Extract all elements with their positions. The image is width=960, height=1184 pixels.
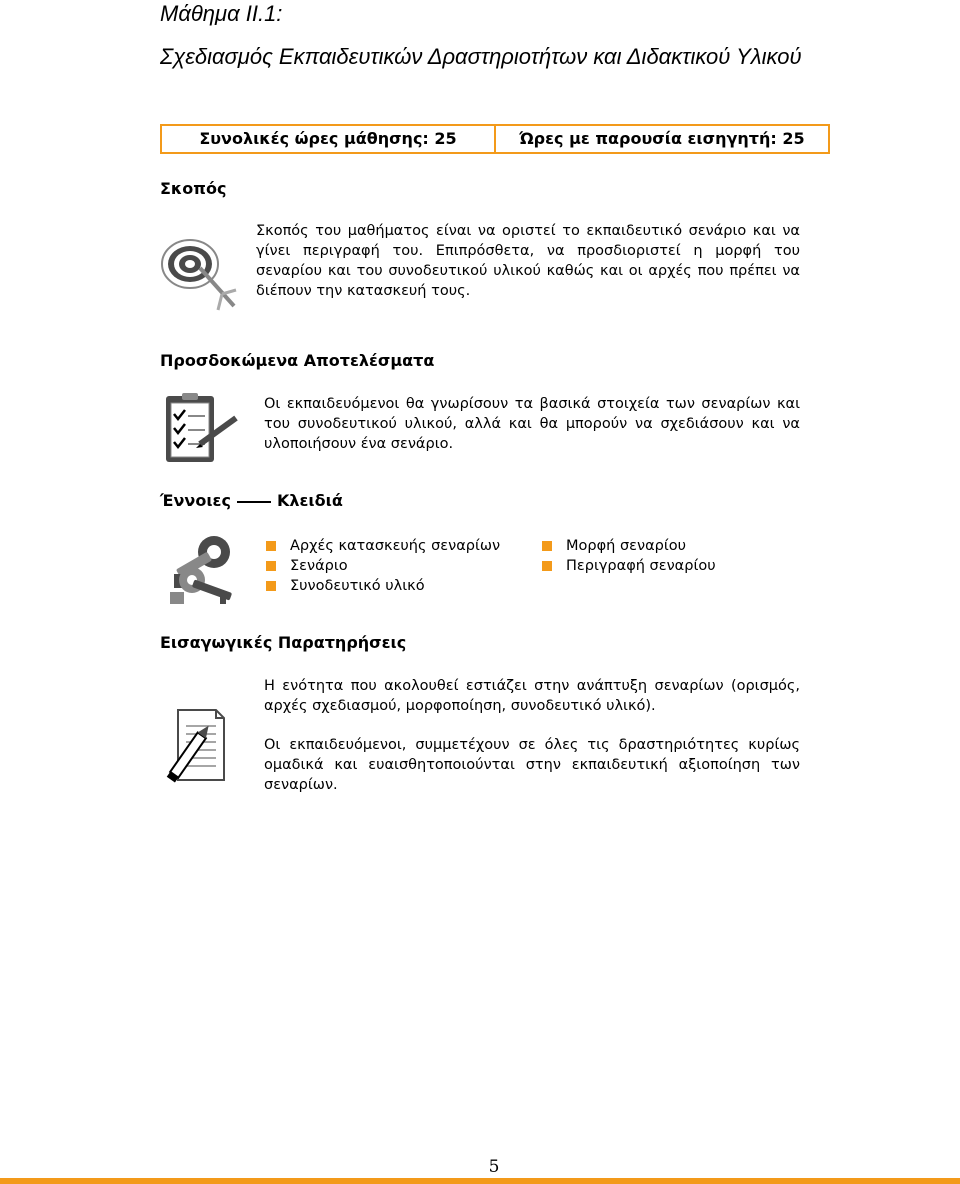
goal-heading: Σκοπός [160,179,227,198]
hours-table [160,124,830,154]
footer-bar [0,1178,960,1184]
list-item: Αρχές κατασκευής σεναρίων [266,536,500,556]
concepts-heading-part2: Κλειδιά [276,491,343,510]
bullet-square-icon [542,561,552,571]
concepts-heading-part1: Έννοιες [160,491,231,510]
concepts-heading [160,490,343,512]
instructor-hours-cell: Ώρες με παρουσία εισηγητή: 25 [494,126,828,152]
list-item: Συνοδευτικό υλικό [266,576,500,596]
heading-dash [237,501,271,503]
checklist-icon [160,392,242,470]
intro-paragraph-1: Η ενότητα που ακολουθεί εστιάζει στην ανάπτυξη σεναρίων (ορισμός, αρχές σχεδιασμού, μορφοποίηση, συνοδευτικό υλικό). [264,678,800,714]
list-item: Σενάριο [266,556,500,576]
list-item: Μορφή σεναρίου [542,536,716,556]
bullet-square-icon [266,581,276,591]
lesson-subtitle: Σχεδιασμός Εκπαιδευτικών Δραστηριοτήτων και Διδακτικού Υλικού [160,44,802,69]
target-icon [160,232,240,316]
bullet-square-icon [542,541,552,551]
keys-icon [162,530,242,614]
page-number: 5 [488,1157,500,1177]
intro-paragraph-2: Οι εκπαιδευόμενοι, συμμετέχουν σε όλες τις δραστηριότητες κυρίως ομαδικά και ευαισθητοποιούνται στην εκπαιδευτική αξιοποίηση των σεναρίων. [264,737,800,793]
goal-text: Σκοπός του μαθήματος είναι να οριστεί το εκπαιδευτικό σενάριο και να γίνει περιγραφή του. Επιπρόσθετα, να προσδιοριστεί η μορφή του σεναρίου και του συνοδευτικού υλικού καθώς και οι αρχές που πρέπει να διέπουν την κατασκευή τους. [256,223,800,299]
bullet-square-icon [266,561,276,571]
lesson-title: Μάθημα ΙΙ.1: [160,1,283,26]
bullet-square-icon [266,541,276,551]
concepts-list-2 [542,536,716,576]
list-item: Περιγραφή σεναρίου [542,556,716,576]
total-hours-cell: Συνολικές ώρες μάθησης: 25 [199,129,457,148]
outcomes-heading: Προσδοκώμενα Αποτελέσματα [160,351,435,370]
pencil-document-icon [164,704,234,788]
outcomes-text: Οι εκπαιδευόμενοι θα γνωρίσουν τα βασικά στοιχεία των σεναρίων και του συνοδευτικού υλικού, αλλά και θα μπορούν να σχεδιάσουν και να υλοποιήσουν ένα σενάριο. [264,396,800,452]
concepts-list-1 [266,536,500,596]
intro-heading: Εισαγωγικές Παρατηρήσεις [160,633,407,652]
